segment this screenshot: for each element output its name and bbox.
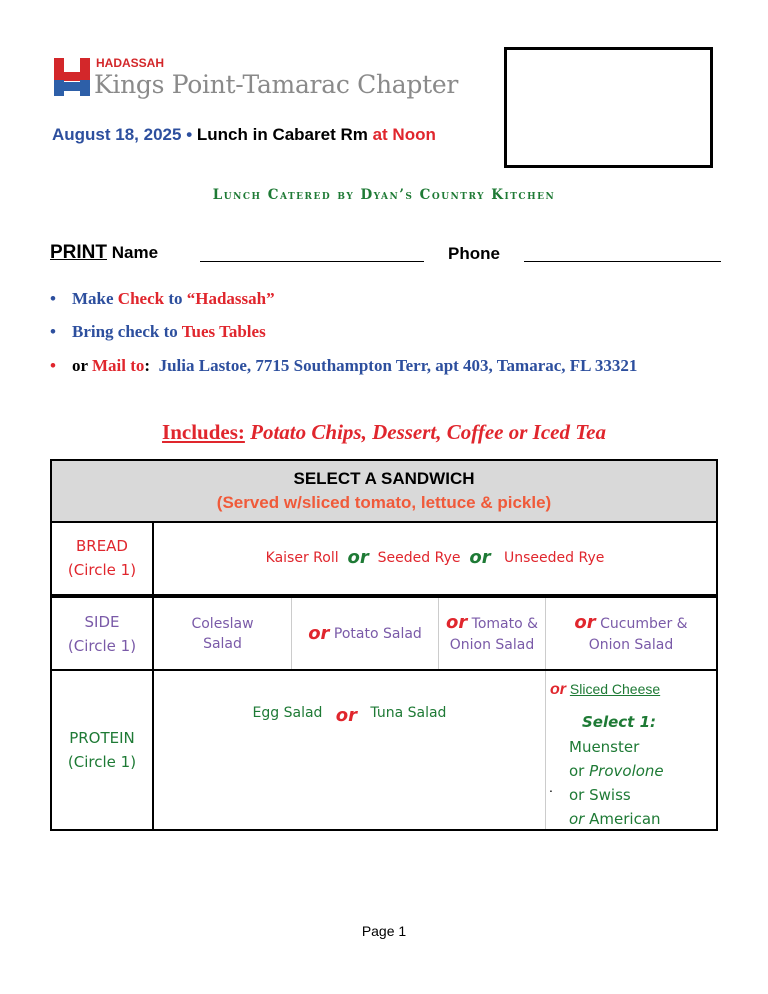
instruction-mail-to: • or Mail to: Julia Lastoe, 7715 Southampton Terr, apt 403, Tamarac, FL 33321	[50, 356, 638, 375]
sandwich-table	[50, 459, 718, 831]
blank-box	[504, 47, 713, 168]
phone-label: Phone	[448, 244, 500, 263]
protein-options: Egg Salad or Tuna Salad	[154, 671, 546, 829]
name-label: Name	[111, 243, 159, 262]
side-option[interactable]: or Cucumber & Onion Salad	[574, 611, 688, 653]
cheese-heading[interactable]: or Sliced Cheese	[550, 681, 661, 698]
protein-row	[52, 671, 716, 829]
bullet-icon: •	[50, 289, 56, 308]
table-header	[52, 461, 716, 523]
event-bullet: •	[186, 125, 193, 144]
table-title: SELECT A SANDWICH	[293, 469, 475, 488]
includes-line	[0, 420, 768, 445]
bread-option[interactable]: Seeded Rye	[377, 549, 461, 566]
instruction-bring-check: • Bring check to Tues Tables	[50, 322, 266, 341]
event-lunch-in: Lunch in	[196, 125, 268, 144]
name-phone-line	[50, 242, 158, 264]
side-label: SIDE (Circle 1)	[52, 598, 154, 669]
event-date: August 18, 2025	[52, 125, 182, 144]
event-room: Cabaret Rm	[272, 125, 368, 144]
name-field[interactable]	[200, 261, 424, 262]
bread-options: Kaiser Roll or Seeded Rye or Unseeded Rye	[265, 547, 605, 568]
cheese-list	[569, 735, 664, 831]
cheese-option[interactable]: or Provolone	[569, 762, 664, 780]
bread-option[interactable]: Kaiser Roll	[265, 549, 339, 566]
logo-org-name: HADASSAH	[96, 56, 165, 70]
protein-option[interactable]: Egg Salad	[252, 705, 323, 721]
side-row	[52, 598, 716, 671]
includes-items: Potato Chips, Dessert, Coffee or Iced Tea	[250, 420, 606, 444]
event-time: at Noon	[372, 125, 436, 144]
bread-label: BREAD (Circle 1)	[52, 521, 154, 594]
bread-option[interactable]: Unseeded Rye	[504, 549, 605, 566]
bullet-icon: •	[50, 322, 56, 341]
page-number: Page 1	[361, 923, 407, 939]
bullet-icon: •	[50, 356, 56, 375]
includes-label: Includes:	[162, 420, 245, 444]
cheese-option[interactable]: or American	[569, 810, 661, 828]
protein-option[interactable]: Tuna Salad	[370, 705, 447, 721]
logo-chapter-name: Kings Point-Tamarac Chapter	[94, 70, 458, 99]
event-line	[52, 125, 436, 145]
stray-mark: .	[549, 779, 553, 795]
bread-row	[52, 521, 716, 598]
side-option[interactable]: Coleslaw Salad	[154, 598, 292, 669]
table-subtitle: (Served w/sliced tomato, lettuce & pickle)	[216, 493, 552, 512]
protein-label: PROTEIN (Circle 1)	[52, 671, 154, 829]
cheese-option[interactable]: or Swiss	[569, 786, 631, 804]
instruction-make-check: • Make Check to “Hadassah”	[50, 289, 275, 308]
side-option[interactable]: or Potato Salad	[292, 598, 439, 669]
phone-field[interactable]	[524, 261, 721, 262]
cheese-select-label: Select 1:	[582, 713, 657, 731]
side-option[interactable]: or Tomato & Onion Salad	[439, 598, 546, 669]
cheese-option[interactable]: Muenster	[569, 738, 640, 756]
print-label: PRINT	[50, 242, 107, 263]
catered-by: Lunch Catered by Dyan’s Country Kitchen	[212, 187, 556, 203]
hadassah-logo-icon	[54, 58, 90, 96]
